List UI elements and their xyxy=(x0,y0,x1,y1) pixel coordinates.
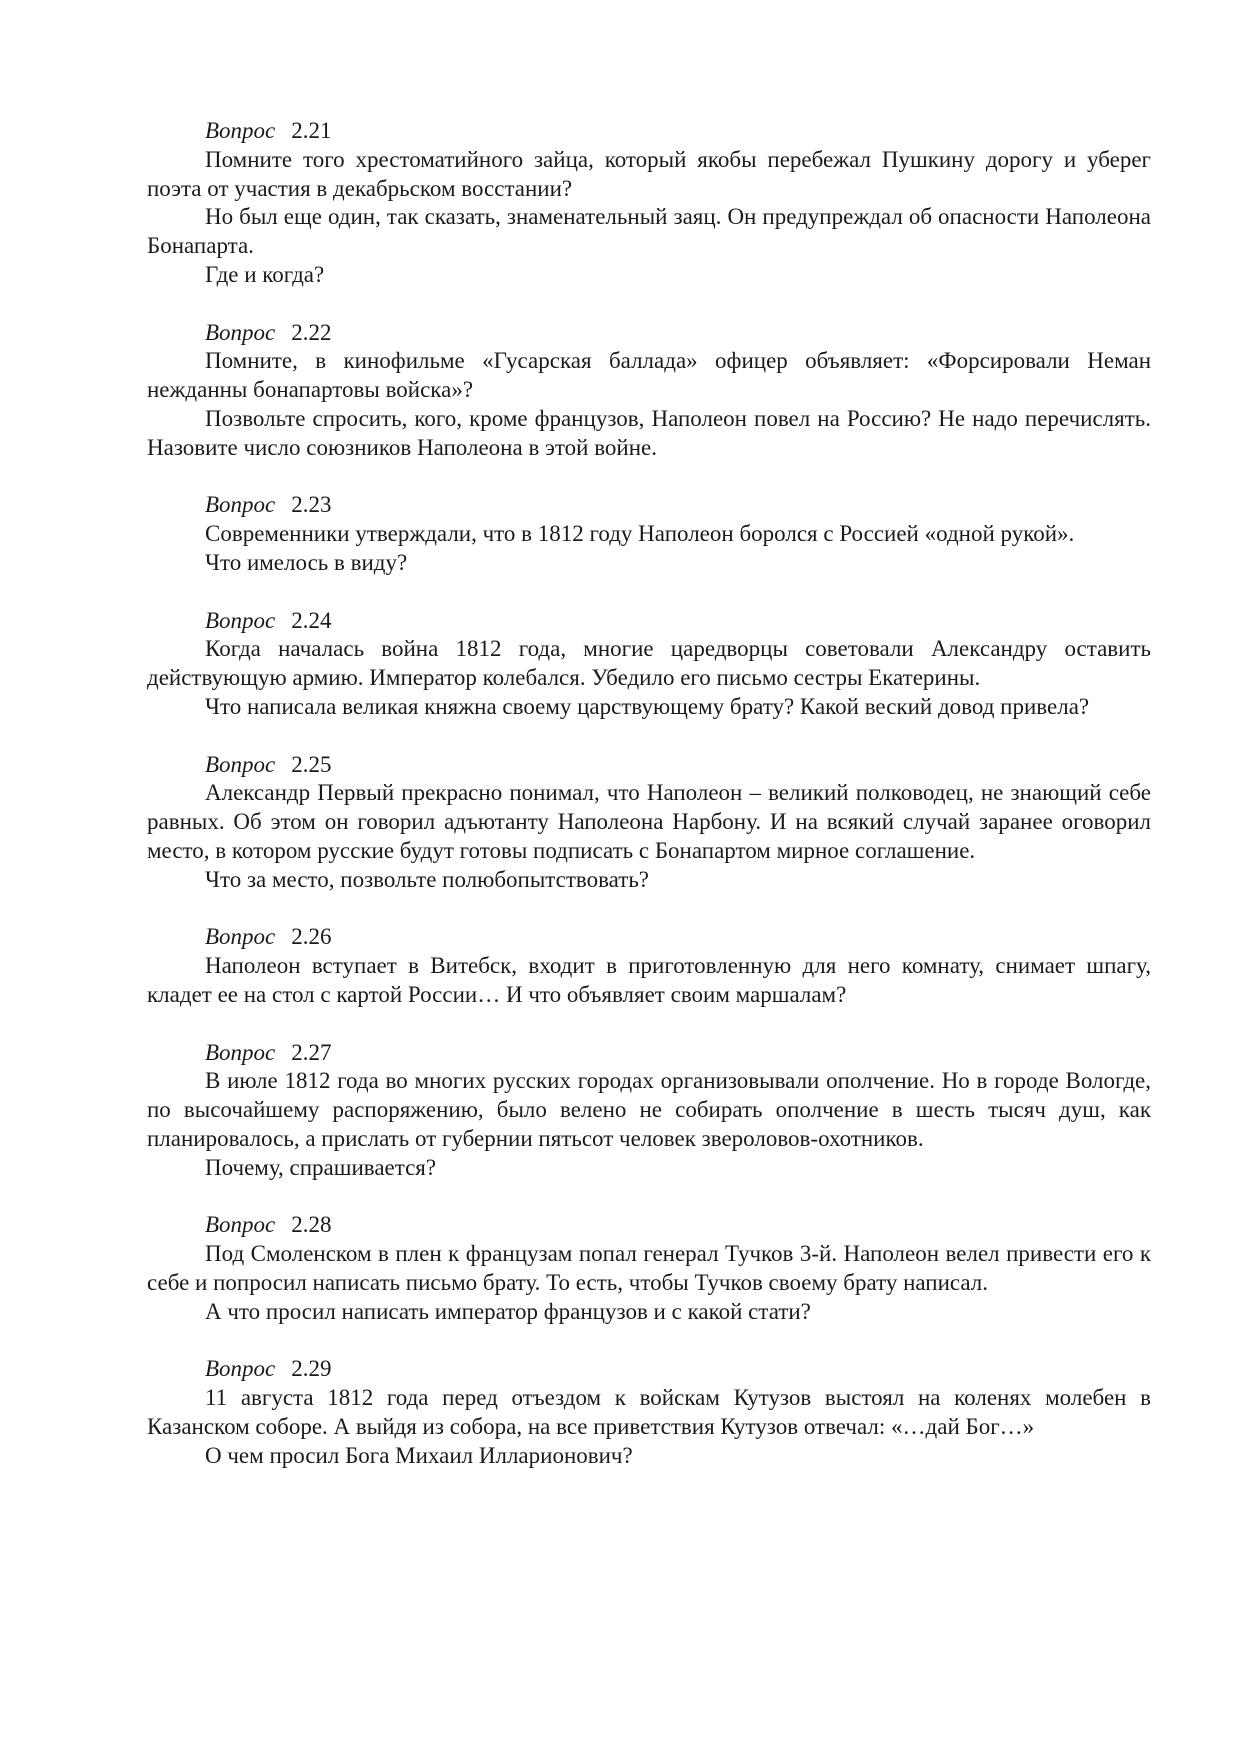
question-paragraph: Помните того хрестоматийного зайца, который якобы перебежал Пушкину дорогу и уберег поэта от участия в декабрьском восстании? xyxy=(147,146,1151,201)
question-number: 2.27 xyxy=(291,1039,332,1065)
question-paragraph: Что за место, позвольте полюбопытствовать? xyxy=(205,866,650,892)
question-paragraph: Александр Первый прекрасно понимал, что Наполеон – великий полководец, не знающий себе равных. Об этом он говорил адъютанту Наполеона Нарбону. И на всякий случай заранее оговорил место, в котором русские будут готовы подписать с Бонапартом мирное соглашение. xyxy=(147,780,1151,863)
question-number: 2.24 xyxy=(291,607,332,633)
question-number: 2.26 xyxy=(291,924,332,950)
question-paragraph: Современники утверждали, что в 1812 году Наполеон боролся с Россией «одной рукой». xyxy=(205,521,1075,547)
question-2-23 xyxy=(147,491,1151,577)
question-heading xyxy=(147,1039,1151,1068)
question-paragraph: 11 августа 1812 года перед отъездом к войскам Кутузов выстоял на коленях молебен в Казанском соборе. А выйдя из собора, на все приветствия Кутузов отвечал: «…дай Бог…» xyxy=(147,1385,1151,1439)
question-number: 2.29 xyxy=(291,1356,332,1382)
question-number: 2.23 xyxy=(291,492,332,518)
question-paragraph: Почему, спрашивается? xyxy=(205,1154,437,1180)
question-number: 2.21 xyxy=(291,118,332,143)
question-2-29 xyxy=(147,1355,1151,1470)
question-paragraph: Но был еще один, так сказать, знаменательный заяц. Он предупреждал об опасности Наполеона Бонапарта. xyxy=(147,204,1151,259)
question-2-27 xyxy=(147,1039,1151,1183)
question-word: Вопрос xyxy=(205,118,276,143)
question-paragraph: Где и когда? xyxy=(205,261,325,287)
question-paragraph: Когда началась война 1812 года, многие царедворцы советовали Александру оставить действующую армию. Император колебался. Убедило его письмо сестры Екатерины. xyxy=(147,636,1151,691)
question-paragraph: Позвольте спросить, кого, кроме французов, Наполеон повел на Россию? Не надо перечислять. Назовите число союзников Наполеона в этой войне. xyxy=(147,405,1151,460)
question-paragraph: Помните, в кинофильме «Гусарская баллада» офицер объявляет: «Форсировали Неман нежданны бонапартовы войска»? xyxy=(147,348,1151,403)
question-heading xyxy=(147,923,1151,952)
question-word: Вопрос xyxy=(205,1356,276,1382)
question-number: 2.28 xyxy=(291,1212,332,1238)
question-heading xyxy=(147,751,1151,780)
question-heading xyxy=(147,607,1151,636)
question-heading xyxy=(147,1211,1151,1240)
question-number: 2.22 xyxy=(291,319,332,345)
question-word: Вопрос xyxy=(205,1039,276,1065)
question-2-26 xyxy=(147,923,1151,1009)
question-paragraph: Что имелось в виду? xyxy=(205,549,408,575)
question-heading xyxy=(147,319,1151,348)
question-paragraph: Что написала великая княжна своему царствующему брату? Какой веский довод привела? xyxy=(205,693,1090,719)
question-word: Вопрос xyxy=(205,924,276,950)
question-heading xyxy=(147,491,1151,520)
question-paragraph: А что просил написать император французов и с какой стати? xyxy=(205,1298,811,1324)
question-heading xyxy=(147,117,1151,146)
question-2-24 xyxy=(147,607,1151,722)
document-page xyxy=(147,117,1151,1499)
question-paragraph: Под Смоленском в плен к французам попал генерал Тучков 3-й. Наполеон велел привести его к себе и попросил написать письмо брату. То есть, чтобы Тучков своему брату написал. xyxy=(147,1241,1151,1295)
question-2-28 xyxy=(147,1211,1151,1326)
question-word: Вопрос xyxy=(205,319,276,345)
question-paragraph: В июле 1812 года во многих русских городах организовывали ополчение. Но в городе Вологде, по высочайшему распоряжению, было велено не собирать ополчение в шесть тысяч душ, как планировалось, а прислать от губернии пятьсот человек звероловов-охотников. xyxy=(147,1068,1151,1151)
question-word: Вопрос xyxy=(205,607,276,633)
question-heading xyxy=(147,1355,1151,1384)
question-number: 2.25 xyxy=(291,751,332,777)
question-2-21 xyxy=(147,117,1151,290)
question-word: Вопрос xyxy=(205,492,276,518)
question-paragraph: Наполеон вступает в Витебск, входит в приготовленную для него комнату, снимает шпагу, кладет ее на стол с картой России… И что объявляет своим маршалам? xyxy=(147,953,1151,1007)
question-2-22 xyxy=(147,319,1151,463)
question-2-25 xyxy=(147,751,1151,895)
question-word: Вопрос xyxy=(205,751,276,777)
question-word: Вопрос xyxy=(205,1212,276,1238)
question-paragraph: О чем просил Бога Михаил Илларионович? xyxy=(205,1442,633,1468)
